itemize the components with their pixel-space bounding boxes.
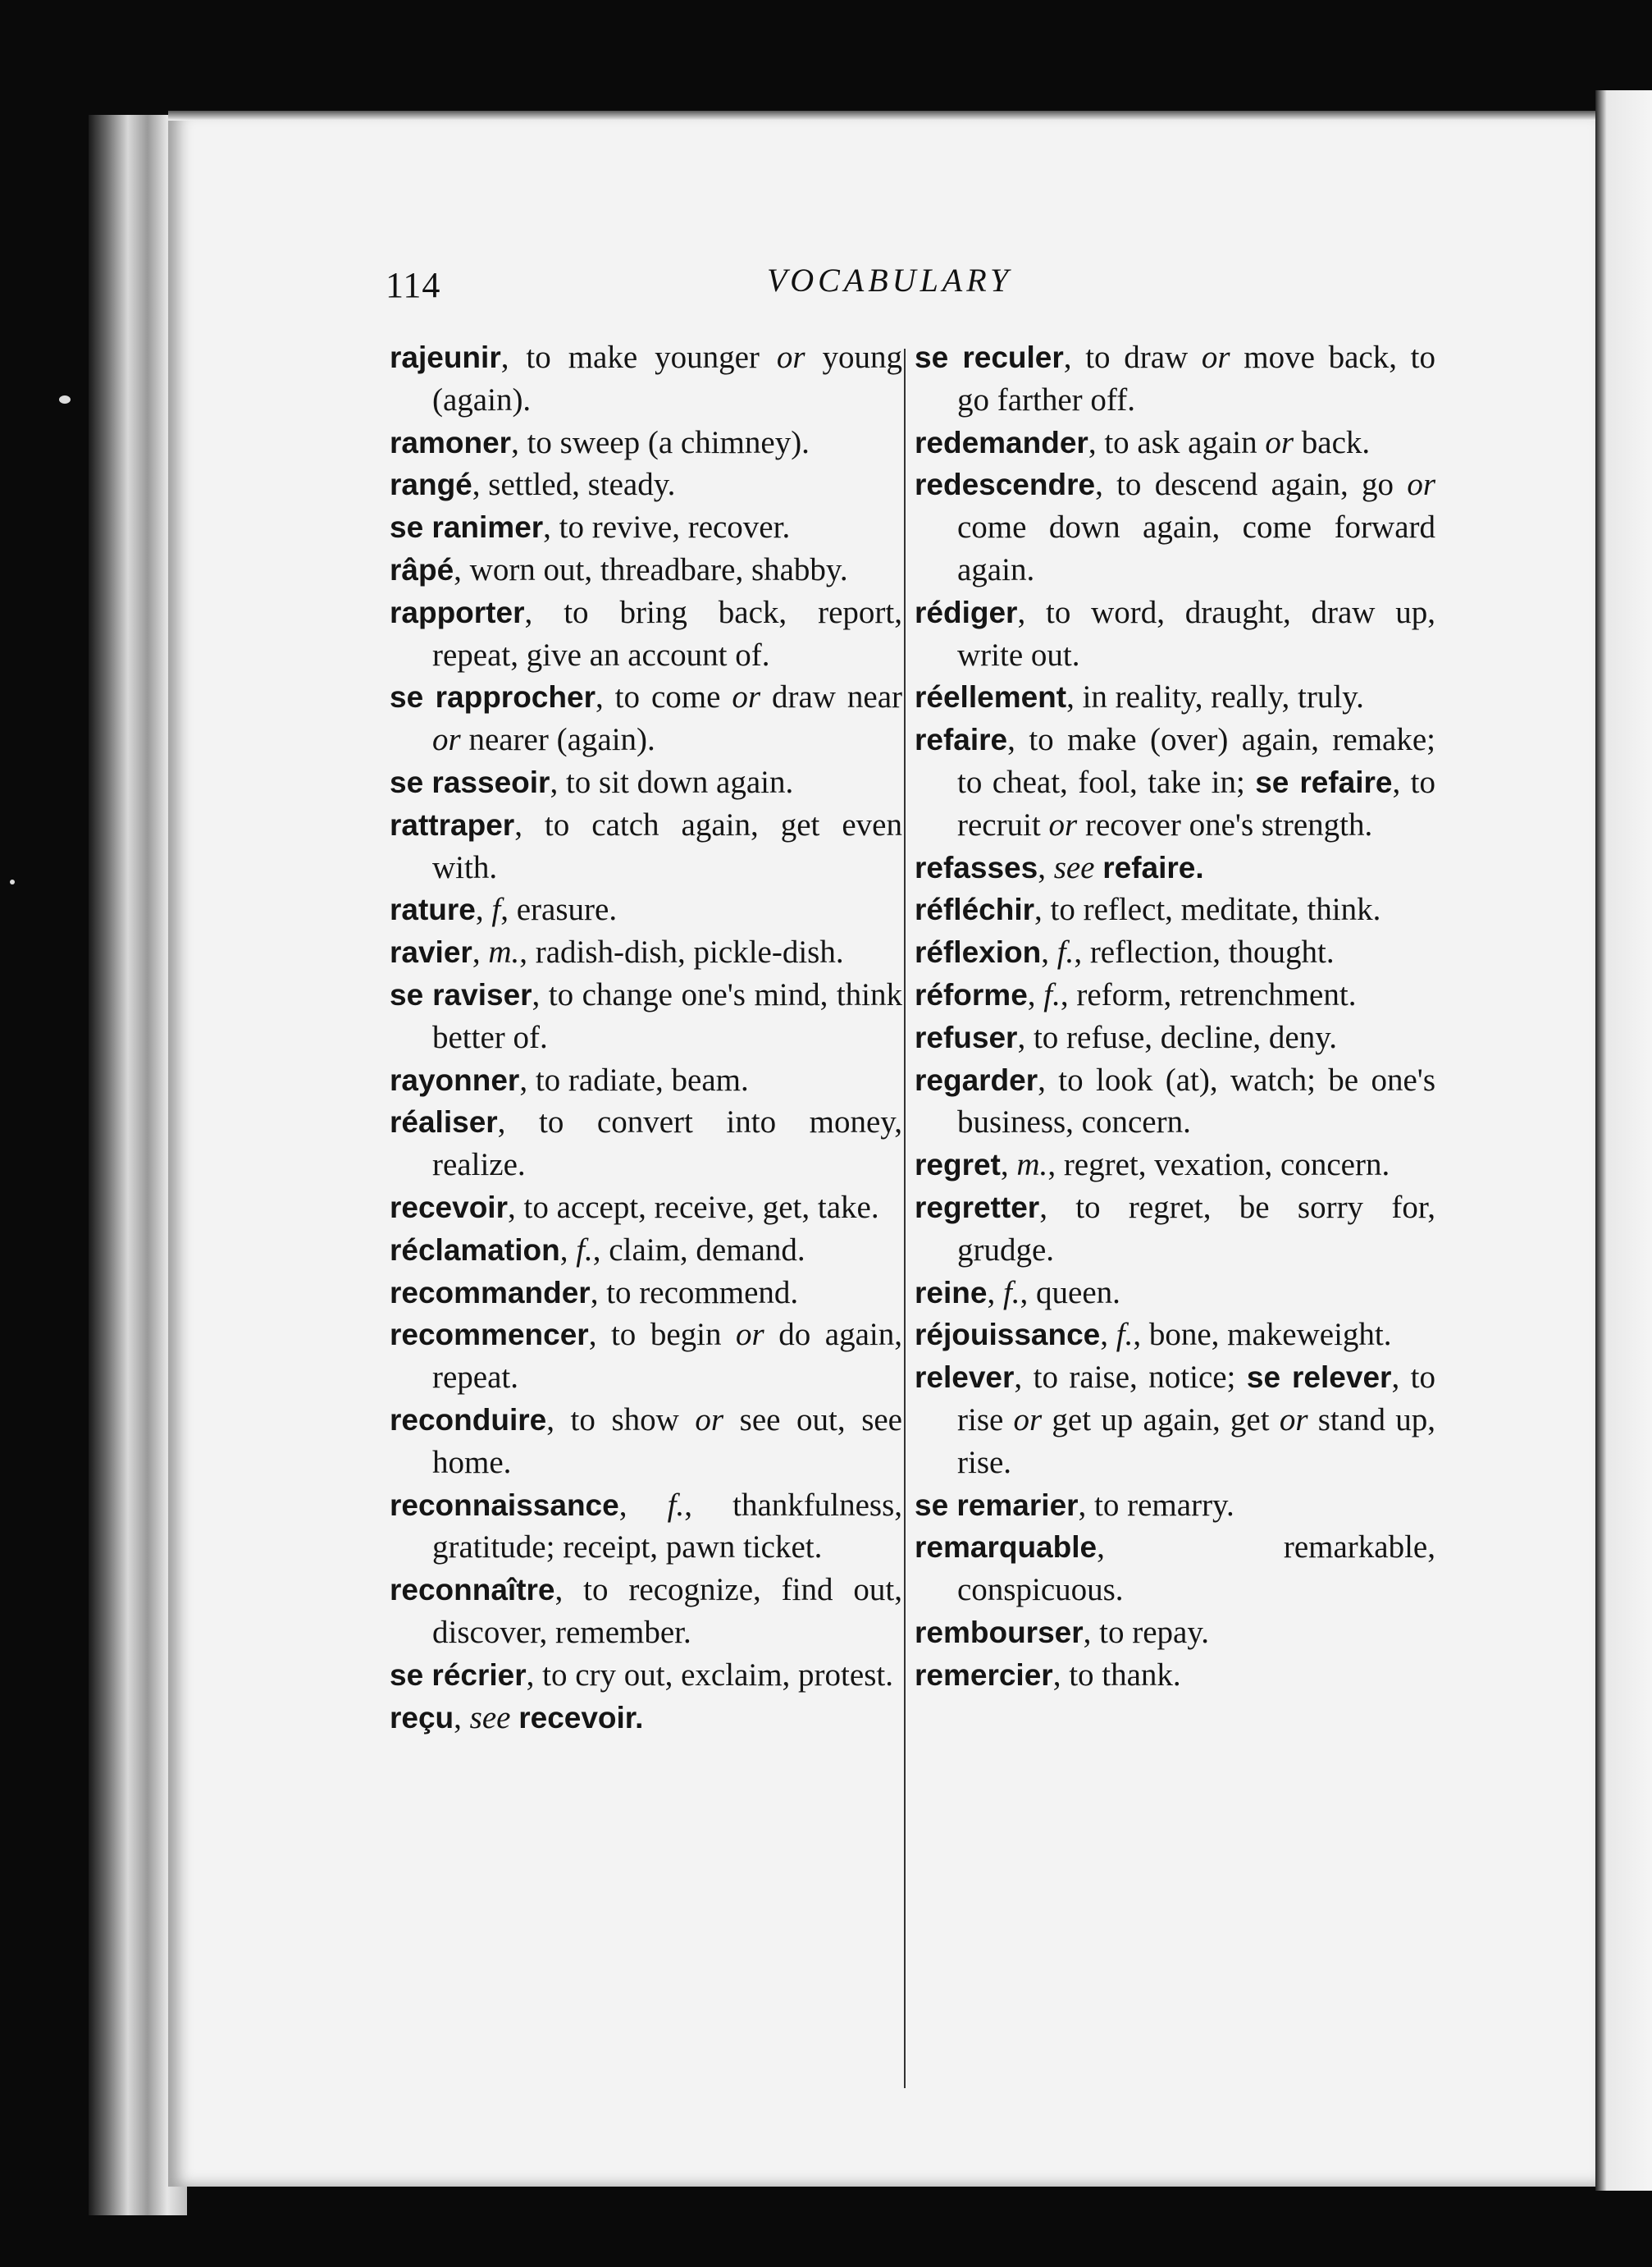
vocabulary-entry	[915, 676, 1435, 719]
entry-text: , to remarry.	[1078, 1487, 1234, 1523]
vocabulary-entry	[915, 464, 1435, 591]
entry-italic: or	[1265, 424, 1294, 460]
vocabulary-entry	[390, 592, 902, 677]
entry-text: , to word, draught, draw up, write out.	[957, 594, 1435, 673]
entry-headword: rembourser	[915, 1615, 1084, 1649]
entry-headword: rajeunir	[390, 341, 501, 374]
entry-text: , to convert into money, realize.	[432, 1104, 902, 1183]
vocabulary-entry	[915, 1017, 1435, 1059]
entry-text: , to draw	[1063, 340, 1202, 375]
vocabulary-entry	[390, 1101, 902, 1186]
vocabulary-entry	[915, 1611, 1435, 1654]
entry-text: , to begin	[588, 1317, 737, 1353]
entry-headword: refaire.	[1102, 850, 1204, 884]
vocabulary-entry	[915, 1314, 1435, 1356]
entry-text	[1095, 850, 1103, 885]
entry-text: , to raise, notice;	[1014, 1360, 1247, 1396]
entry-headword: réforme	[915, 977, 1028, 1012]
entry-italic: or	[695, 1401, 724, 1437]
vocabulary-entry	[915, 422, 1435, 464]
entry-text	[510, 1700, 518, 1735]
entry-text: , to change one's mind, think better of.	[432, 976, 902, 1055]
entry-text: , to sweep (a chimney).	[511, 424, 810, 460]
entry-text: , regret, vexation, concern.	[1047, 1147, 1390, 1183]
entry-italic: m.	[1016, 1147, 1048, 1183]
entry-text: , to descend again, go	[1095, 467, 1408, 503]
entry-headword: relever	[915, 1360, 1015, 1395]
entry-headword: se remarier	[915, 1488, 1079, 1522]
vocabulary-entry	[390, 1484, 902, 1570]
entry-text: , to sit down again.	[550, 764, 794, 800]
entry-text: , to repay.	[1083, 1614, 1210, 1650]
entry-text: ,	[1100, 1317, 1116, 1353]
entry-headword: redescendre	[915, 468, 1096, 502]
entry-text: ,	[618, 1487, 668, 1523]
vocabulary-entry	[915, 1484, 1435, 1527]
entry-italic: or	[776, 340, 805, 375]
entry-headword: reçu	[390, 1700, 454, 1735]
entry-text: , to show	[546, 1401, 696, 1437]
entry-headword: reconnaissance	[390, 1488, 619, 1522]
entry-text: draw near	[760, 679, 902, 715]
entry-text: see out, see home.	[432, 1401, 902, 1480]
entry-text: , in reality, really, truly.	[1066, 679, 1364, 715]
entry-italic: f.	[667, 1487, 685, 1523]
entry-text: , to recruit	[957, 764, 1435, 843]
entry-headword: regret	[915, 1148, 1001, 1182]
entry-italic: f.	[1056, 935, 1075, 971]
vocabulary-entry	[915, 1144, 1435, 1186]
entry-text: do again, repeat.	[432, 1317, 902, 1396]
entry-italic: or	[732, 679, 761, 715]
page-number: 114	[386, 265, 441, 305]
entry-headword: recommencer	[390, 1318, 589, 1352]
entry-text: , to come	[595, 679, 732, 715]
vocabulary-entry	[915, 931, 1435, 974]
vocabulary-entry	[915, 592, 1435, 677]
vocabulary-entry	[915, 1654, 1435, 1697]
entry-headword: se récrier	[390, 1657, 527, 1692]
vocabulary-entry	[390, 1569, 902, 1654]
vocabulary-entry	[390, 974, 902, 1059]
entry-italic: or	[1201, 340, 1230, 375]
vocabulary-entry	[390, 761, 902, 804]
entry-text: , to recommend.	[590, 1274, 799, 1310]
entry-italic: f	[491, 892, 501, 928]
vocabulary-entry	[390, 1697, 902, 1739]
entry-text: ,	[987, 1274, 1003, 1310]
vocabulary-column-right	[915, 336, 1435, 1697]
entry-text: ,	[454, 1699, 470, 1735]
vocabulary-entry	[390, 1229, 902, 1272]
entry-text: , remarkable, conspicuous.	[957, 1529, 1435, 1608]
entry-headword: rayonner	[390, 1063, 520, 1097]
entry-headword: ramoner	[390, 425, 512, 459]
entry-headword: remarquable	[915, 1530, 1098, 1565]
entry-text: , to ask again	[1088, 424, 1266, 460]
entry-headword: recevoir	[390, 1190, 508, 1224]
entry-text: , to look (at), watch; be one's business, concern.	[957, 1062, 1435, 1140]
entry-italic: or	[1013, 1401, 1043, 1437]
entry-italic: f.	[1002, 1274, 1020, 1310]
vocabulary-entry	[915, 336, 1435, 422]
entry-headword: rapporter	[390, 595, 525, 629]
entry-text: , to regret, be sorry for, grudge.	[957, 1189, 1435, 1268]
entry-text: stand up, rise.	[957, 1401, 1436, 1480]
entry-italic: or	[736, 1317, 764, 1353]
entry-headword: réflexion	[915, 935, 1042, 970]
entry-text: ,	[1000, 1147, 1017, 1183]
entry-text: , radish-dish, pickle-dish.	[519, 935, 844, 971]
entry-text: ,	[472, 935, 489, 971]
vocabulary-entry	[390, 1059, 902, 1102]
entry-headword: regarder	[915, 1063, 1038, 1097]
entry-text: , to radiate, beam.	[519, 1062, 749, 1098]
dust-speck	[10, 880, 15, 884]
entry-text: , to revive, recover.	[543, 510, 791, 546]
entry-headword: se reculer	[915, 341, 1064, 374]
vocabulary-entry	[390, 1654, 902, 1697]
entry-text: , to catch again, get even with.	[432, 807, 902, 885]
vocabulary-entry	[390, 464, 902, 506]
entry-text: , to cry out, exclaim, protest.	[526, 1657, 893, 1693]
entry-italic: f.	[1043, 976, 1061, 1012]
vocabulary-column-left	[390, 336, 902, 1739]
entry-headword: reconduire	[390, 1402, 547, 1437]
entry-text: , to recognize, find out, discover, remember.	[432, 1572, 902, 1650]
entry-italic: m.	[488, 935, 520, 971]
entry-text: , queen.	[1020, 1274, 1120, 1310]
entry-italic: or	[1048, 807, 1078, 843]
entry-headword: se refaire	[1255, 765, 1393, 799]
entry-headword: se raviser	[390, 977, 532, 1012]
entry-text: get up again, get	[1042, 1401, 1280, 1437]
entry-text: nearer (again).	[460, 722, 655, 758]
entry-text: back.	[1294, 424, 1371, 460]
entry-text: , to make younger	[500, 340, 777, 375]
entry-headword: refuser	[915, 1020, 1018, 1054]
page-title: VOCABULARY	[767, 262, 1013, 299]
entry-headword: réaliser	[390, 1105, 498, 1140]
entry-text: , worn out, threadbare, shabby.	[454, 551, 848, 587]
entry-text: , to reflect, meditate, think.	[1034, 892, 1381, 928]
entry-headword: recommander	[390, 1275, 591, 1309]
vocabulary-entry	[390, 804, 902, 889]
entry-text: , to thank.	[1052, 1657, 1181, 1693]
vocabulary-entry	[390, 336, 902, 422]
entry-text: come down again, come forward again.	[957, 510, 1435, 587]
entry-headword: se rapprocher	[390, 680, 596, 715]
vocabulary-entry	[915, 974, 1435, 1017]
entry-headword: remercier	[915, 1657, 1053, 1692]
vocabulary-entry	[390, 889, 902, 931]
entry-italic: or	[432, 722, 461, 758]
entry-text: , thankfulness, gratitude; receipt, pawn ticket.	[432, 1487, 902, 1565]
entry-text: , erasure.	[500, 892, 618, 928]
entry-text: ,	[1027, 976, 1044, 1012]
entry-text: , to bring back, report, repeat, give an account of.	[432, 594, 902, 673]
entry-headword: rangé	[390, 468, 472, 502]
column-divider	[904, 349, 906, 2088]
entry-headword: reine	[915, 1275, 988, 1309]
entry-headword: regretter	[915, 1190, 1040, 1224]
entry-headword: réellement	[915, 680, 1067, 715]
vocabulary-entry	[390, 931, 902, 974]
entry-headword: ravier	[390, 935, 472, 970]
vocabulary-entry	[390, 676, 902, 761]
vocabulary-entry	[915, 1356, 1435, 1483]
entry-headword: réfléchir	[915, 893, 1035, 927]
entry-italic: f.	[576, 1232, 593, 1268]
vocabulary-entry	[915, 847, 1435, 889]
entry-text: , reform, retrenchment.	[1060, 976, 1357, 1012]
entry-text: ,	[559, 1232, 577, 1268]
vocabulary-entry	[390, 506, 902, 549]
entry-headword: refasses	[915, 850, 1038, 884]
entry-italic: or	[1279, 1401, 1308, 1437]
entry-headword: se relever	[1246, 1360, 1392, 1395]
vocabulary-entry	[390, 1186, 902, 1229]
vocabulary-entry	[390, 422, 902, 464]
entry-headword: rattraper	[390, 807, 515, 842]
entry-italic: see	[1053, 849, 1095, 885]
entry-headword: reconnaître	[390, 1573, 555, 1607]
entry-headword: refaire	[915, 723, 1008, 757]
page-top-shadow	[168, 111, 1595, 121]
entry-headword: redemander	[915, 425, 1088, 459]
entry-headword: râpé	[390, 552, 454, 587]
entry-italic: see	[469, 1699, 511, 1735]
entry-text: , reflection, thought.	[1074, 935, 1335, 971]
vocabulary-entry	[390, 1272, 902, 1314]
vocabulary-entry	[915, 889, 1435, 931]
entry-text: young (again).	[432, 340, 902, 418]
entry-text: , to refuse, decline, deny.	[1017, 1019, 1337, 1055]
facing-page-edge	[1595, 90, 1652, 2191]
vocabulary-entry	[390, 1314, 902, 1399]
entry-text: ,	[1041, 935, 1057, 971]
dust-speck	[59, 395, 71, 404]
entry-italic: or	[1407, 467, 1435, 503]
entry-text: , bone, makeweight.	[1133, 1317, 1392, 1353]
entry-text: recover one's strength.	[1077, 807, 1373, 843]
entry-text: , to make (over) again, remake; to cheat, fool, take in;	[957, 722, 1435, 800]
vocabulary-entry	[390, 549, 902, 592]
vocabulary-entry	[915, 1272, 1435, 1314]
vocabulary-entry	[390, 1399, 902, 1484]
entry-text: ,	[475, 892, 492, 928]
vocabulary-entry	[915, 719, 1435, 846]
entry-text: , to rise	[957, 1360, 1435, 1437]
entry-text: , to accept, receive, get, take.	[508, 1189, 879, 1225]
entry-text: , claim, demand.	[592, 1232, 805, 1268]
entry-headword: se rasseoir	[390, 765, 550, 799]
entry-headword: réclamation	[390, 1232, 560, 1267]
entry-headword: réjouissance	[915, 1318, 1101, 1352]
entry-italic: f.	[1116, 1317, 1134, 1353]
vocabulary-entry	[915, 1186, 1435, 1272]
vocabulary-entry	[915, 1526, 1435, 1611]
entry-text: ,	[1038, 849, 1054, 885]
entry-headword: se ranimer	[390, 510, 544, 545]
entry-text: move back, to go farther off.	[957, 340, 1435, 418]
entry-headword: rature	[390, 893, 476, 927]
entry-text: , settled, steady.	[472, 467, 676, 503]
vocabulary-entry	[915, 1059, 1435, 1145]
entry-headword: rédiger	[915, 595, 1018, 629]
entry-headword: recevoir.	[518, 1700, 644, 1735]
